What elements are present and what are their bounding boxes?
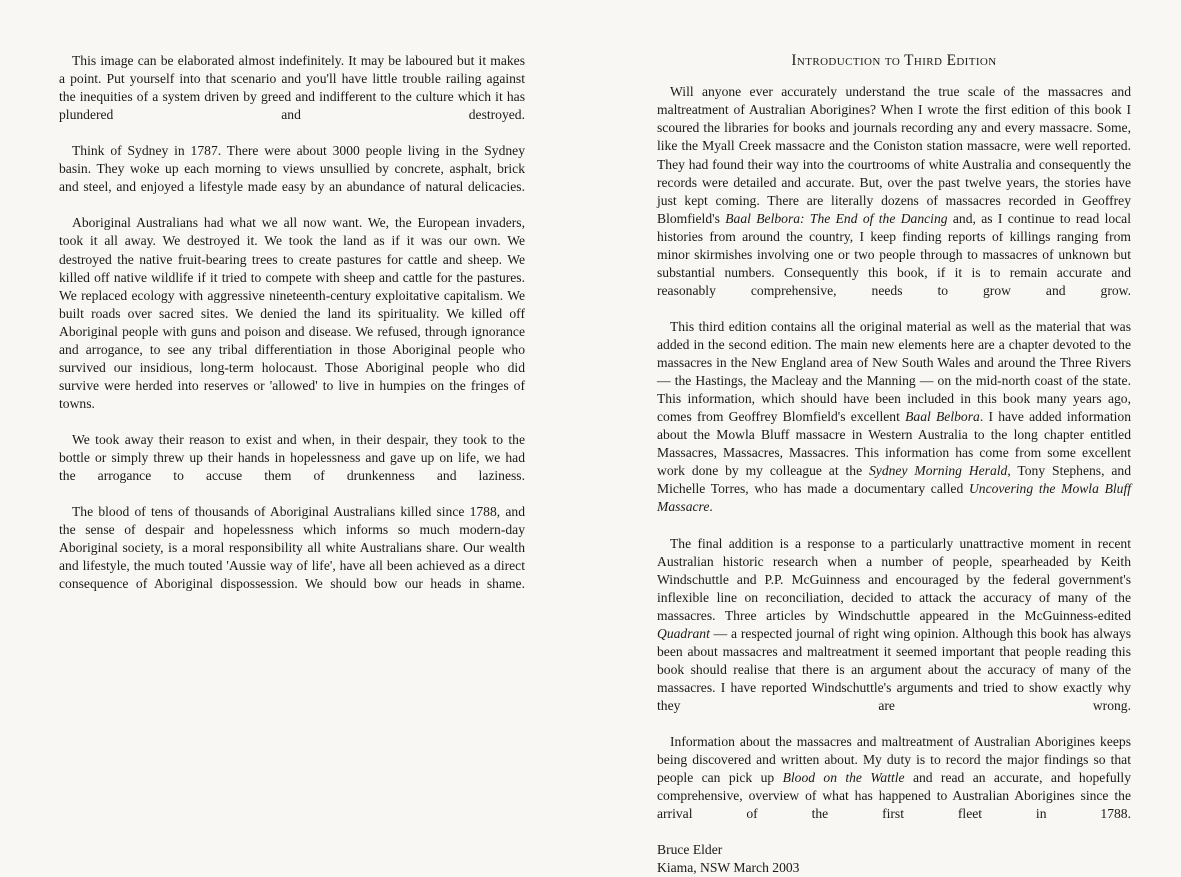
text-run: and, as I continue to read local histories from around the country, I keep finding reports of killings ranging from minor skirmishes involving one or two people through to massacres of unknown but substantial numbers. Consequently this book, if it is to remain accurate and reasonably comprehensive, needs to grow and grow.: [657, 210, 1131, 298]
paragraph: Aboriginal Australians had what we all now want. We, the European invaders, took it all away. We destroyed it. We took the land as if it was our own. We destroyed the native fruit-bearing trees to create pastures for cattle and sheep. We killed off native wildlife if it tried to compete with sheep and cattle for the pastures. We replaced ecology with aggressive nineteenth-century exploitative capitalism. We built roads over sacred sites. We denied the land its spirituality. We killed off Aboriginal people with guns and poison and disease. We refused, through ignorance and arrogance, to see any tribal differentiation in those Aboriginal people who survived our insidious, long-term holocaust. Those Aboriginal people who did survive were herded into reserves or 'allowed' to live in humpies on the fringes of towns.: [59, 215, 525, 411]
text-run: — a respected journal of right wing opinion. Although this book has always been about massacres and maltreatment it seemed important that people reading this book should realise that there is an argument about the accuracy of many of the massacres. I have reported Windschuttle's arguments and tried to show exactly why they are wrong.: [657, 625, 1131, 713]
text-run: The final addition is a response to a particularly unattractive moment in recent Australian historic research when a number of people, spearheaded by Keith Windschuttle and P.P. McGuinness and encouraged by the federal government's inflexible line on reconciliation, decided to attack the accuracy of many of the massacres. Three articles by Windschuttle appeared in the McGuinness-edited: [657, 535, 1131, 623]
text-run: , Tony Stephens, and Michelle Torres, who has made a documentary called: [657, 463, 1131, 497]
chapter-heading: Introduction to Third Edition: [791, 52, 997, 69]
text-run: and read an accurate, and hopefully comprehensive, overview of what has happened to Australian Aborigines since the arrival of the first fleet in 1788.: [657, 770, 1132, 822]
right-page-textblock: [657, 52, 1131, 877]
right-page: [591, 0, 1181, 876]
text-run: . I have added information about the Mowla Bluff massacre in Western Australia to the long chapter entitled Massacres, Massacres, Massacres. This information has come from some excellent work done by my colleague at the: [657, 409, 1131, 479]
text-run: Information about the massacres and maltreatment of Australian Aborigines keeps being discovered and written about. My duty is to record the major findings so that people can pick up: [657, 734, 1131, 786]
paragraph: Think of Sydney in 1787. There were about 3000 people living in the Sydney basin. They woke up each morning to views unsullied by concrete, asphalt, brick and steel, and enjoyed a lifestyle made easy by an abundance of natural delicacies.: [59, 143, 525, 195]
paragraph: [657, 83, 1131, 318]
documentary-title-italic: Uncovering the Mowla Bluff Massacre: [657, 481, 1131, 515]
paragraph: [657, 535, 1131, 734]
publication-title-italic: Sydney Morning Herald: [869, 463, 1008, 479]
signature-author: Bruce Elder: [657, 842, 723, 858]
text-run: .: [709, 499, 713, 515]
paragraph: [657, 733, 1131, 841]
left-page-textblock: [59, 52, 525, 611]
left-page: [0, 0, 590, 800]
paragraph: The blood of tens of thousands of Aboriginal Australians killed since 1788, and the sense of despair and hopelessness which informs so much modern-day Aboriginal society, is a moral responsibility all white Australians share. Our wealth and lifestyle, the much touted 'Aussie way of life', have all been achieved as a direct consequence of Aboriginal dispossession. We should bow our heads in shame.: [59, 504, 525, 592]
book-title-italic: Blood on the Wattle: [782, 770, 905, 786]
signature-place-date: Kiama, NSW March 2003: [657, 860, 800, 876]
text-run: Will anyone ever accurately understand the true scale of the massacres and maltreatment of Australian Aborigines? When I wrote the first edition of this book I scoured the libraries for books and journals recording any and every massacre. Some, like the Myall Creek massacre and the Coniston station massacre, were well reported. They had found their way into the courtrooms of white Australia and consequently the records were detailed and accurate. But, over the past twelve years, the stories have just kept coming. There are literally dozens of massacres recorded in Geoffrey Blomfield's: [657, 84, 1131, 226]
paragraph: This image can be elaborated almost indefinitely. It may be laboured but it makes a point. Put yourself into that scenario and you'll have little trouble railing against the inequities of a system driven by greed and indifferent to the culture which it has plundered and destroyed.: [59, 53, 525, 123]
book-title-italic: Baal Belbora: The End of the Dancing: [725, 210, 948, 226]
text-run: This third edition contains all the original material as well as the material that was added in the second edition. The main new elements here are a chapter devoted to the massacres in the New England area of New South Wales and around the Three Rivers — the Hastings, the Macleay and the Manning — on the mid-north coast of the state. This information, which should have been included in this book many years ago, comes from Geoffrey Blomfield's excellent: [657, 318, 1131, 425]
paragraph: We took away their reason to exist and when, in their despair, they took to the bottle or simply threw up their hands in hopelessness and gave up on life, we had the arrogance to accuse them of drunkenness and laziness.: [59, 431, 525, 484]
book-title-italic: Baal Belbora: [905, 409, 980, 425]
journal-title-italic: Quadrant: [657, 625, 710, 641]
paragraph: [657, 318, 1131, 535]
